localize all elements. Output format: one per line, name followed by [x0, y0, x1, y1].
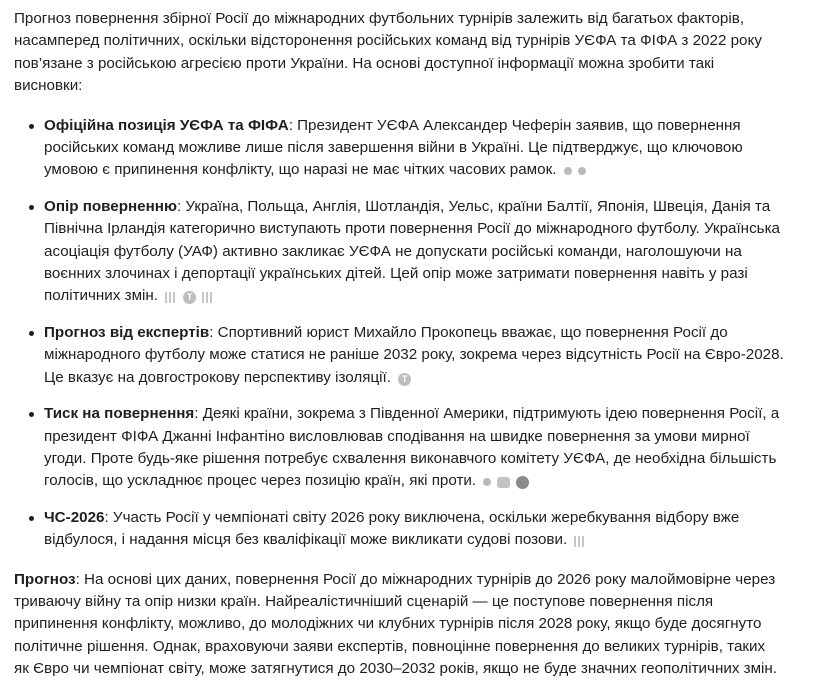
source-bars-icon[interactable]	[574, 536, 586, 547]
source-bars-icon[interactable]	[165, 292, 177, 303]
list-item	[14, 196, 784, 310]
source-square-icon[interactable]	[497, 477, 510, 488]
item-text: : Деякі країни, зокрема з Південної Америки, підтримують ідею повернення Росії, а президент ФІФА Джанні Інфантіно висловлював сподівання на швидке повернення за умови мирної угоди. Проте будь-яке рішення потребує схвалення виконавчого комітету УЄФА, де необхідна більшість голосів, що ускладнює процес через позицію країн, які проти.	[44, 405, 780, 490]
findings-list	[14, 115, 784, 554]
source-icons	[564, 161, 592, 183]
source-bars-icon[interactable]	[202, 292, 214, 303]
source-icons	[483, 472, 535, 494]
list-item	[14, 322, 784, 391]
prognosis-text: : На основі цих даних, повернення Росії до міжнародних турнірів до 2026 року малоймовірне через триваючу війну та опір низки країн. Найреалістичніший сценарій — це поступове повернення після припинення конфлікту, можливо, до молодіжних чи клубних турнірів після 2028 року, якщо буде досягнуто політичне рішення. Однак, враховуючи заяви експертів, повноцінне повернення до великих турнірів, таких як Євро чи чемпіонат світу, може затягнутися до 2030–2032 років, якщо не буде значних геополітичних змін.	[14, 570, 778, 678]
source-t-icon[interactable]	[398, 373, 411, 386]
item-text: : Участь Росії у чемпіонаті світу 2026 року виключена, оскільки жеребкування відбору вже відбулося, і надання місця без кваліфікації може викликати судові позови.	[44, 508, 740, 549]
source-icons	[574, 531, 592, 553]
source-dot-icon[interactable]	[578, 167, 586, 175]
intro-paragraph: Прогноз повернення збірної Росії до міжнародних футбольних турнірів залежить від багатьох факторів, насамперед політичних, оскільки відсторонення російських команд від турнірів УЄФА та ФІФА з 2022 року пов’язане з російською агресією проти України. На основі доступної інформації можна зробити такі висновки:	[14, 10, 762, 95]
item-text: : Україна, Польща, Англія, Шотландія, Уельс, країни Балтії, Японія, Швеція, Данія та Північна Ірландія категорично виступають проти повернення Росії до міжнародного футболу. Українська асоціація футболу (УАФ) активно закликає УЄФА не допускати російські команди, наголошуючи на воєнних злочинах і депортації українських дітей. Цей опір може затримати повернення навіть у разі політичних змін.	[44, 197, 780, 305]
list-item	[14, 115, 784, 184]
item-title: ЧС-2026	[44, 508, 105, 526]
source-t-icon[interactable]	[183, 291, 196, 304]
item-title: Тиск на повернення	[44, 405, 195, 423]
item-text: : Президент УЄФА Александер Чеферін заявив, що повернення російських команд можливе лише після завершення війни в Україні. Це підтверджує, що ключовою умовою є припинення конфлікту, що наразі не має чітких часових рамок.	[44, 116, 743, 179]
prognosis-title: Прогноз	[14, 570, 76, 588]
source-dot-icon[interactable]	[564, 167, 572, 175]
list-item	[14, 403, 784, 495]
item-title: Опір поверненню	[44, 197, 177, 215]
source-icons	[165, 287, 220, 309]
item-text: : Спортивний юрист Михайло Прокопець вважає, що повернення Росії до міжнародного футболу може статися не раніше 2032 року, зокрема через відсутність Росії на Євро-2028. Це вказує на довгострокову перспективу ізоляції.	[44, 323, 784, 386]
source-dot-icon[interactable]	[483, 478, 491, 486]
item-title: Прогноз від експертів	[44, 323, 210, 341]
list-item	[14, 507, 784, 554]
item-title: Офіційна позиція УЄФА та ФІФА	[44, 116, 289, 134]
source-icons	[398, 369, 417, 391]
prognosis-paragraph	[14, 569, 784, 681]
source-round-icon[interactable]	[516, 476, 529, 489]
